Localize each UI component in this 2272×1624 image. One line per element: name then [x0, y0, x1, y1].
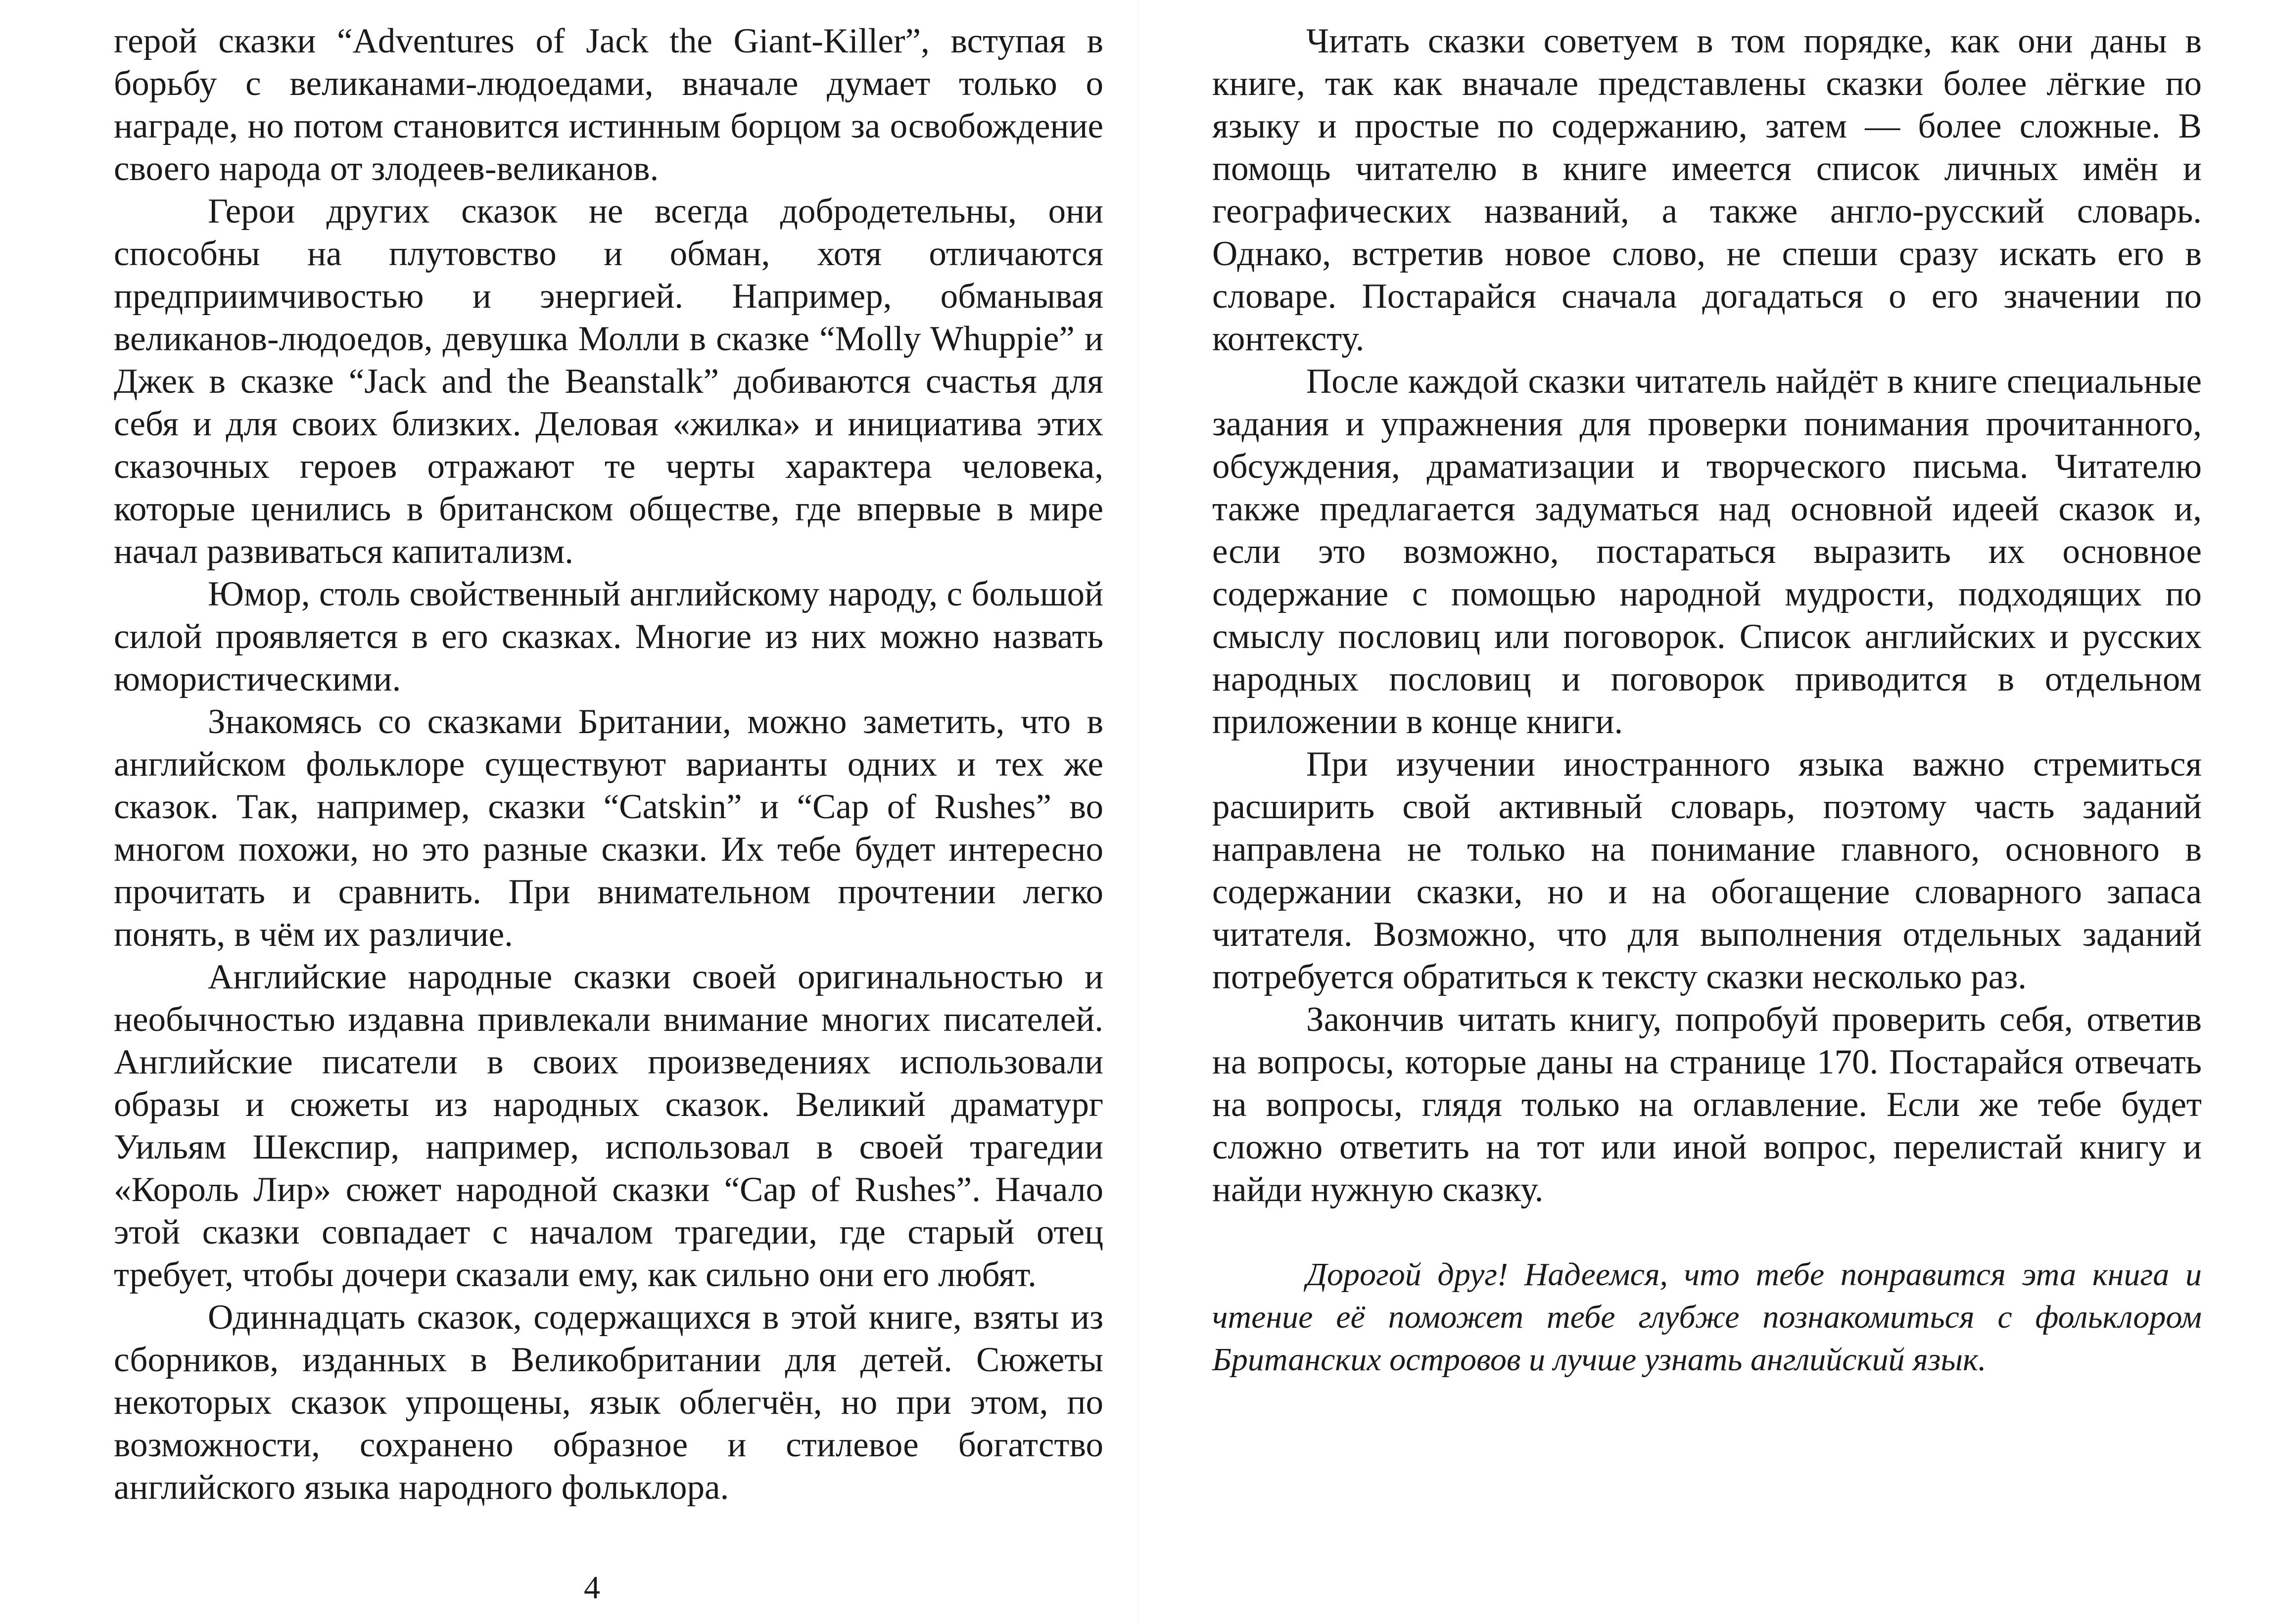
right-paragraph-4: Закончив читать книгу, попробуй проверить себя, ответив на вопросы, которые даны на странице 170. Постарайся отвечать на вопросы, глядя только на оглавление. Если же тебе будет сложно ответить на тот или иной вопрос, перелистай книгу и найди нужную сказку.	[1212, 1000, 2202, 1209]
left-paragraph-3: Юмор, столь свойственный английскому народу, с большой силой проявляется в его сказках. Многие из них можно назвать юмористическими.	[114, 575, 1103, 698]
left-paragraph-5: Английские народные сказки своей оригинальностью и необычностью издавна привлекали внимание многих писателей. Английские писатели в своих произведениях использовали образы и сюжеты из народных сказок. Великий драматург Уильям Шекспир, например, использовал в своей трагедии «Король Лир» сюжет народной сказки “Cap of Rushes”. Начало этой сказки совпадает с началом трагедии, где старый отец требует, чтобы дочери сказали ему, как сильно они его любят.	[114, 958, 1103, 1294]
right-paragraph-1: Читать сказки советуем в том порядке, как они даны в книге, так как вначале представлены сказки более лёгкие по языку и простые по содержанию, затем — более сложные. В помощь читателю в книге имеется список личных имён и географических названий, а также англо-русский словарь. Однако, встретив новое слово, не спеши сразу искать его в словаре. Постарайся сначала догадаться о его значении по контексту.	[1212, 22, 2202, 358]
right-paragraph-3: При изучении иностранного языка важно стремиться расширить свой активный словарь, поэтому часть заданий направлена не только на понимание главного, основного в содержании сказки, но и на обогащение словарного запаса читателя. Возможно, что для выполнения отдельных заданий потребуется обратиться к тексту сказки несколько раз.	[1212, 745, 2202, 996]
left-paragraph-6: Одиннадцать сказок, содержащихся в этой книге, взяты из сборников, изданных в Великобритании для детей. Сюжеты некоторых сказок упрощены, язык облегчён, но при этом, по возможности, сохранено образное и стилевое богатство английского языка народного фольклора.	[114, 1298, 1103, 1507]
left-page	[114, 20, 1103, 1509]
page-number: 4	[584, 1570, 600, 1606]
left-paragraph-2: Герои других сказок не всегда добродетельны, они способны на плутовство и обман, хотя отличаются предприимчивостью и энергией. Например, обманывая великанов-людоедов, девушка Молли в сказке “Molly Whuppie” и Джек в сказке “Jack and the Beanstalk” добиваются счастья для себя и для своих близких. Деловая «жилка» и инициатива этих сказочных героев отражают те черты характера человека, которые ценились в британском обществе, где впервые в мире начал развиваться капитализм.	[114, 192, 1103, 571]
left-paragraph-1: герой сказки “Adventures of Jack the Giant-Killer”, вступая в борьбу с великанами-людоедами, вначале думает только о награде, но потом становится истинным борцом за освобождение своего народа от злодеев-великанов.	[114, 22, 1103, 188]
right-page	[1212, 20, 2202, 1414]
closing-note: Дорогой друг! Надеемся, что тебе понравится эта книга и чтение её поможет тебе глубже познакомиться с фольклором Британских островов и лучше узнать английский язык.	[1212, 1256, 2202, 1378]
right-paragraph-2: После каждой сказки читатель найдёт в книге специальные задания и упражнения для проверки понимания прочитанного, обсуждения, драматизации и творческого письма. Читателю также предлагается задуматься над основной идеей сказок и, если это возможно, постараться выразить их основное содержание с помощью народной мудрости, подходящих по смыслу пословиц или поговорок. Список английских и русских народных пословиц и поговорок приводится в отдельном приложении в конце книги.	[1212, 362, 2202, 741]
left-paragraph-4: Знакомясь со сказками Британии, можно заметить, что в английском фольклоре существуют варианты одних и тех же сказок. Так, например, сказки “Catskin” и “Cap of Rushes” во многом похожи, но это разные сказки. Их тебе будет интересно прочитать и сравнить. При внимательном прочтении легко понять, в чём их различие.	[114, 702, 1103, 954]
